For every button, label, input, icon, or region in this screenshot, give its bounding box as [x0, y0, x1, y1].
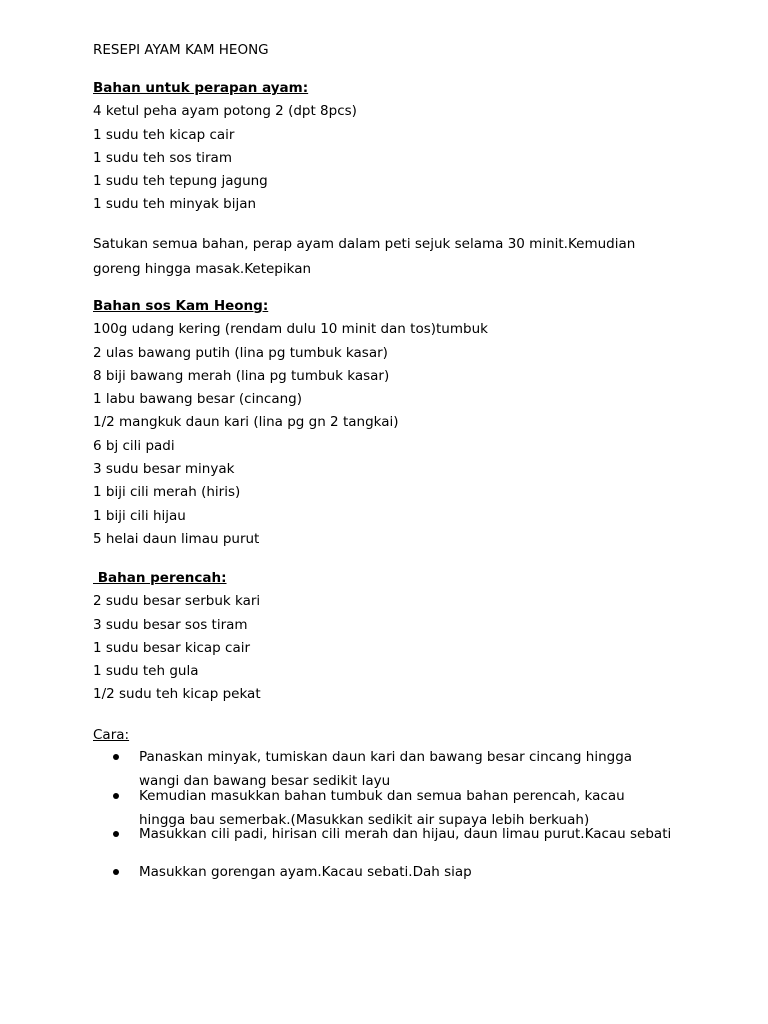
- perapan-item: 1 sudu teh sos tiram: [93, 149, 232, 166]
- cara-step: [113, 784, 673, 828]
- sos-item: 5 helai daun limau purut: [93, 530, 260, 547]
- cara-step: [113, 745, 673, 787]
- perencah-item: 2 sudu besar serbuk kari: [93, 593, 261, 610]
- sos-item: 1 biji cili hijau: [93, 507, 186, 524]
- cara-steps-list: [113, 748, 673, 884]
- cara-heading: Cara:: [93, 727, 130, 743]
- perapan-instruction-block: [93, 232, 733, 281]
- cara-step-text: Masukkan gorengan ayam.Kacau sebati.Dah siap: [139, 864, 472, 880]
- cara-step-text: Masukkan cili padi, hirisan cili merah dan hijau, daun limau purut.Kacau sebati: [139, 826, 672, 842]
- sos-heading: Bahan sos Kam Heong:: [93, 298, 269, 314]
- bullet-icon: [113, 831, 119, 837]
- cara-step: [113, 822, 673, 863]
- perencah-item: 1 sudu teh gula: [93, 663, 199, 680]
- perencah-section: [93, 567, 733, 707]
- perencah-item: 1 sudu besar kicap cair: [93, 639, 251, 656]
- sos-item: 3 sudu besar minyak: [93, 461, 235, 478]
- bullet-icon: [113, 754, 119, 760]
- sos-item: 8 biji bawang merah (lina pg tumbuk kasar): [93, 367, 390, 384]
- perapan-item: 1 sudu teh tepung jagung: [93, 173, 268, 190]
- sos-item: 2 ulas bawang putih (lina pg tumbuk kasar): [93, 344, 388, 361]
- sos-item: 1 labu bawang besar (cincang): [93, 391, 302, 408]
- bullet-icon: [113, 869, 119, 875]
- recipe-title: RESEPI AYAM KAM HEONG: [93, 42, 269, 58]
- sos-item: 6 bj cili padi: [93, 437, 175, 454]
- cara-step-text: Kemudian masukkan bahan tumbuk dan semua bahan perencah, kacau hingga bau semerbak.(Masukkan sedikit air supaya lebih berkuah): [139, 788, 625, 828]
- perapan-item: 1 sudu teh minyak bijan: [93, 196, 257, 213]
- cara-step-text: Panaskan minyak, tumiskan daun kari dan bawang besar cincang hingga wangi dan bawang besar sedikit layu: [139, 749, 633, 789]
- perencah-item: 3 sudu besar sos tiram: [93, 616, 248, 633]
- perapan-item: 4 ketul peha ayam potong 2 (dpt 8pcs): [93, 103, 357, 120]
- perapan-instruction: Satukan semua bahan, perap ayam dalam peti sejuk selama 30 minit.Kemudian goreng hingga masak.Ketepikan: [93, 236, 636, 277]
- cara-step: [113, 860, 673, 884]
- perapan-item: 1 sudu teh kicap cair: [93, 126, 235, 143]
- perapan-section: [93, 77, 733, 217]
- perencah-item: 1/2 sudu teh kicap pekat: [93, 686, 261, 703]
- perencah-heading: Bahan perencah:: [93, 570, 227, 586]
- perapan-heading: Bahan untuk perapan ayam:: [93, 80, 309, 96]
- sos-item: 1/2 mangkuk daun kari (lina pg gn 2 tangkai): [93, 414, 399, 431]
- sos-item: 1 biji cili merah (hiris): [93, 484, 241, 501]
- sos-item: 100g udang kering (rendam dulu 10 minit dan tos)tumbuk: [93, 321, 488, 338]
- bullet-icon: [113, 793, 119, 799]
- sos-section: [93, 295, 733, 551]
